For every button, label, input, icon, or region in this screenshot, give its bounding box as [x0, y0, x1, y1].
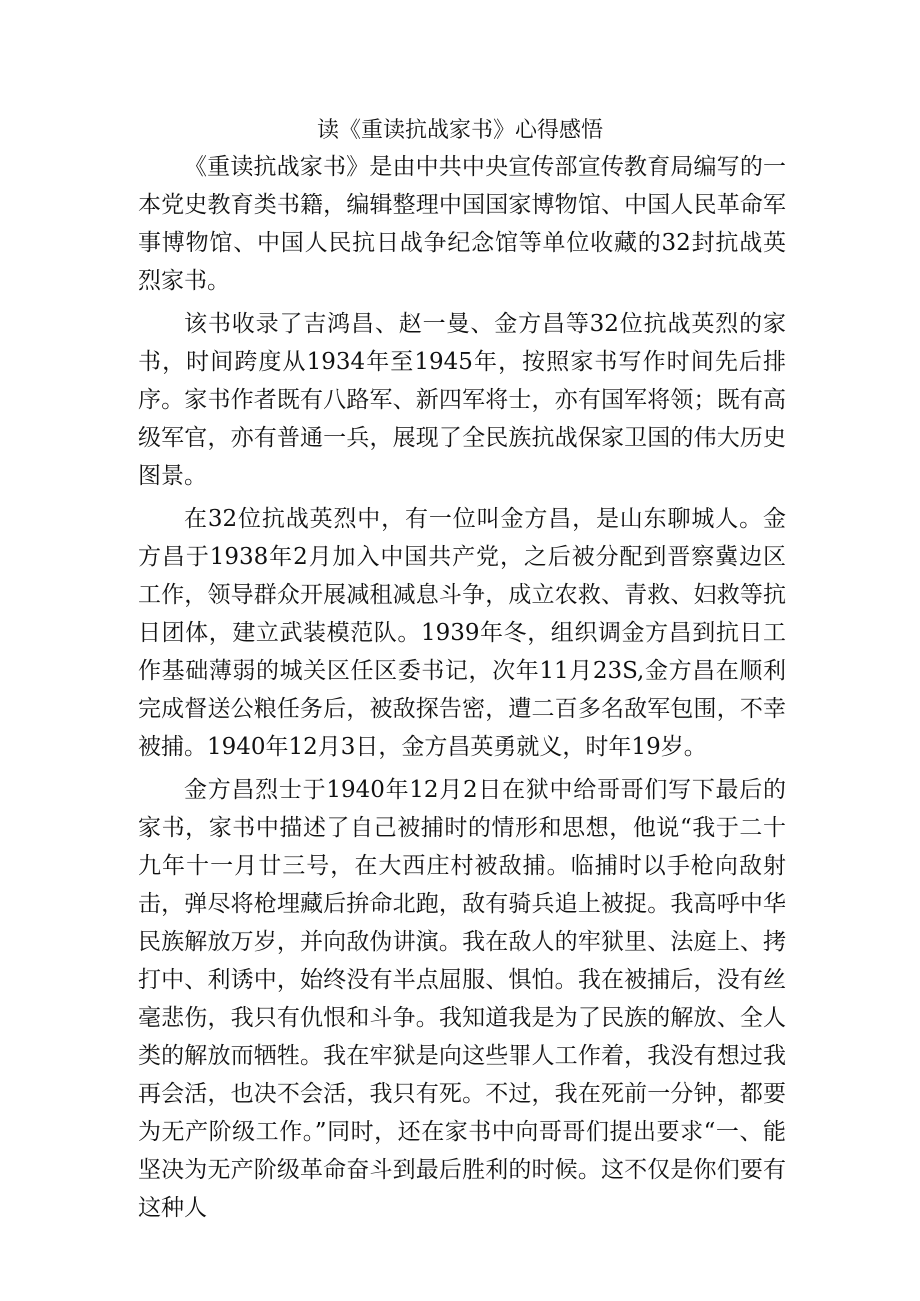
paragraph-4: 金方昌烈士于1940年12月2日在狱中给哥哥们写下最后的家书，家书中描述了自己被捕时的情形和思想，他说“我于二十九年十一月廿三号，在大西庄村被敌捕。临捕时以手枪向敌射击，弹尽将枪埋藏后拚命北跑，敌有骑兵追上被捉。我高呼中华民族解放万岁，并向敌伪讲演。我在敌人的牢狱里、法庭上、拷打中、利诱中，始终没有半点屈服、惧怕。我在被捕后，没有丝毫悲伤，我只有仇恨和斗争。我知道我是为了民族的解放、全人类的解放而牺牲。我在牢狱是向这些罪人工作着，我没有想过我再会活，也决不会活，我只有死。不过，我在死前一分钟，都要为无产阶级工作。”同时，还在家书中向哥哥们提出要求“一、能坚决为无产阶级革命奋斗到最后胜利的时候。这不仅是你们要有这种人: [138, 777, 786, 1221]
paragraph-2: 该书收录了吉鸿昌、赵一曼、金方昌等32位抗战英烈的家书，时间跨度从1934年至1945年，按照家书写作时间先后排序。家书作者既有八路军、新四军将士，亦有国军将领；既有高级军官，亦有普通一兵，展现了全民族抗战保家卫国的伟大历史图景。: [138, 311, 786, 489]
document-title: 读《重读抗战家书》心得感悟: [316, 118, 603, 143]
document-body: [138, 148, 786, 1232]
paragraph-1: 《重读抗战家书》是由中共中央宣传部宣传教育局编写的一本党史教育类书籍，编辑整理中国国家博物馆、中国人民革命军事博物馆、中国人民抗日战争纪念馆等单位收藏的32封抗战英烈家书。: [138, 154, 786, 294]
paragraph-3: 在32位抗战英烈中，有一位叫金方昌，是山东聊城人。金方昌于1938年2月加入中国共产党，之后被分配到晋察冀边区工作，领导群众开展减租减息斗争，成立农救、青救、妇救等抗日团体，建立武装模范队。1939年冬，组织调金方昌到抗日工作基础薄弱的城关区任区委书记，次年11月23S,金方昌在顺利完成督送公粮任务后，被敌探告密，遭二百多名敌军包围，不幸被捕。1940年12月3日，金方昌英勇就义，时年19岁。: [138, 506, 786, 760]
